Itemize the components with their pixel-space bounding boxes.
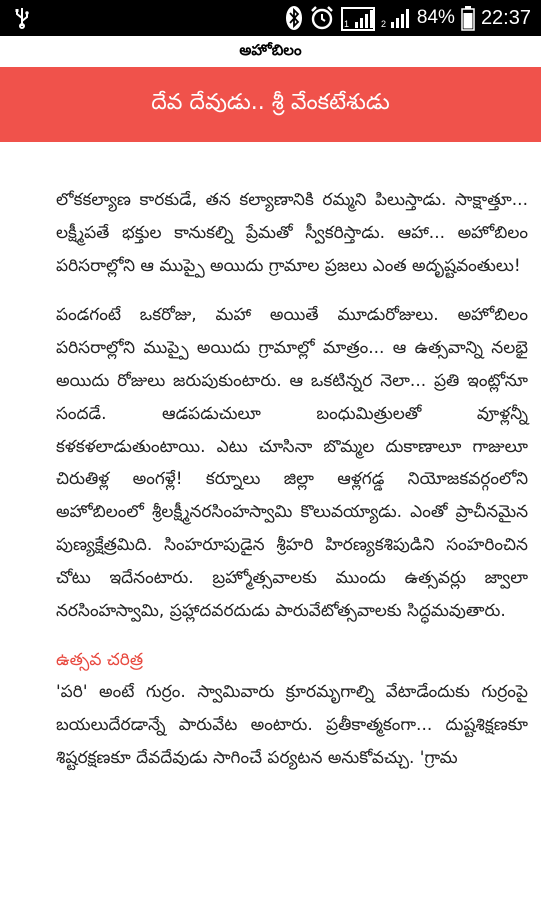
article-title-banner bbox=[0, 67, 541, 142]
svg-text:2: 2 bbox=[380, 19, 386, 29]
bluetooth-icon bbox=[285, 5, 303, 31]
app-title: అహోబిలం bbox=[239, 41, 302, 59]
article-paragraph: 'పరి' అంటే గుర్రం. స్వామివారు క్రూరమృగాల్ని వేటాడేందుకు గుర్రంపై బయలుదేరడాన్నే పారువేట అంటారు. ప్రతీకాత్మకంగా... దుష్టశిక్షణకూ శిష్టరక్షణకూ దేవదేవుడు సాగించే పర్యటన అనుకోవచ్చు. 'గ్రామ bbox=[56, 682, 528, 768]
status-bar bbox=[0, 0, 541, 36]
article-body bbox=[56, 184, 528, 775]
svg-text:1: 1 bbox=[343, 19, 349, 29]
battery-icon bbox=[461, 5, 475, 31]
section-heading: ఉత్సవ చరిత్ర bbox=[56, 650, 144, 671]
usb-icon bbox=[12, 6, 32, 30]
signal-icon bbox=[381, 5, 411, 31]
app-title-bar bbox=[0, 36, 541, 67]
battery-percentage: 84% bbox=[416, 7, 455, 28]
article-title: దేవ దేవుడు.. శ్రీ వేంకటేశుడు bbox=[151, 89, 390, 115]
article-paragraph: పండగంటే ఒకరోజు, మహా అయితే మూడురోజులు. అహోబిలం పరిసరాల్లోని ముప్పై అయిదు గ్రామాల్లో మాత్రం... ఆ ఉత్సవాన్ని నలభై అయిదు రోజులు జరుపుకుంటారు. ఆ ఒకటిన్నర నెలా... ప్రతి ఇంట్లోనూ సందడే. ఆడపడుచులూ బంధుమిత్రులతో వూళ్లన్నీ కళకళలాడుతుంటాయి. ఎటు చూసినా బొమ్మల దుకాణాలూ గాజులూ చిరుతిళ్ల అంగళ్లే! కర్నూలు జిల్లా ఆళ్లగడ్డ నియోజకవర్గంలోని అహోబిలంలో శ్రీలక్ష్మీనరసింహస్వామి కొలువయ్యాడు. ఎంతో ప్రాచీనమైన పుణ్యక్షేత్రమిది. సింహరూపుడైన శ్రీహరి హిరణ్యకశిపుడిని సంహరించిన చోటు ఇదేనంటారు. బ్రహ్మోత్సవాలకు ముందు ఉత్సవర్లు జ్వాలా నరసింహస్వామి, ప్రహ్లాదవరదుడు పారువేటోత్సవాలకు సిద్ధమవుతారు. bbox=[56, 305, 528, 621]
alarm-icon bbox=[309, 5, 335, 31]
clock: 22:37 bbox=[480, 6, 531, 29]
article-paragraph: లోకకల్యాణ కారకుడే, తన కల్యాణానికి రమ్మని పిలుస్తాడు. సాక్షాత్తూ... లక్ష్మీపతే భక్తుల కానుకల్ని ప్రేమతో స్వీకరిస్తాడు. ఆహా... అహోబిలం పరిసరాల్లోని ఆ ముప్పై అయిదు గ్రామాల ప్రజలు ఎంత అదృష్టవంతులు! bbox=[56, 190, 528, 276]
signal-icon bbox=[341, 5, 375, 31]
